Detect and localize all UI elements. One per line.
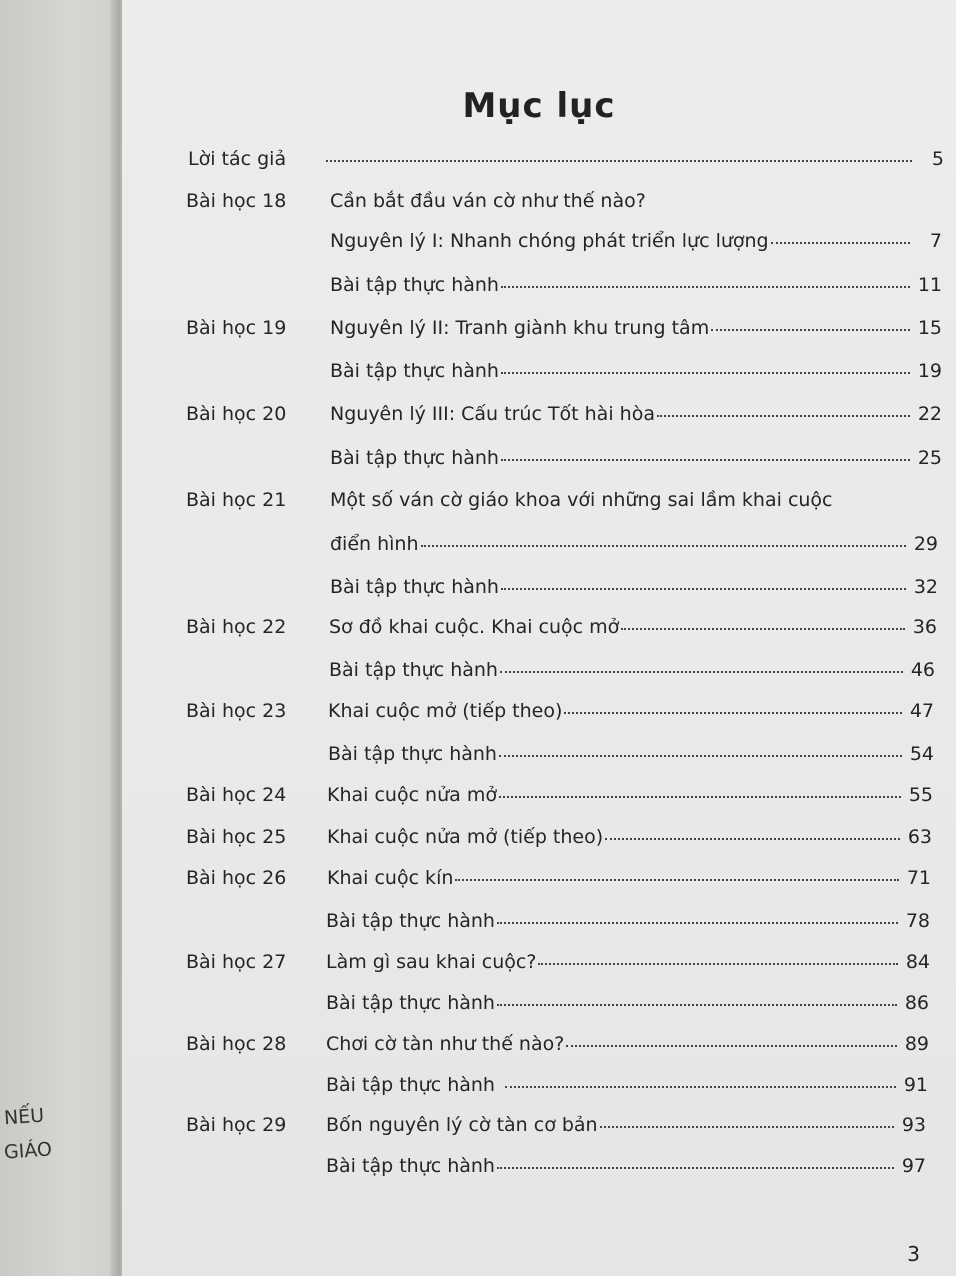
- toc-entry-title: Bài tập thực hành: [330, 274, 499, 296]
- toc-leader-dots: [501, 285, 910, 288]
- toc-row: [122, 910, 956, 940]
- toc-entry[interactable]: [327, 784, 933, 806]
- toc-entry[interactable]: [330, 447, 942, 469]
- toc-entry-title: Khai cuộc nửa mở (tiếp theo): [327, 826, 604, 848]
- toc-row: [122, 403, 956, 433]
- toc-page-number: 91: [903, 1074, 928, 1096]
- toc-page-number: 19: [917, 360, 942, 382]
- toc-lesson-label: Bài học 20: [186, 403, 287, 425]
- toc-leader-dots: [501, 587, 906, 590]
- toc-entry[interactable]: [330, 533, 938, 555]
- toc-entry-title: điển hình: [330, 533, 419, 555]
- toc-row: [122, 700, 956, 730]
- toc-leader-dots: [621, 627, 905, 630]
- toc-entry[interactable]: [328, 743, 934, 765]
- toc-entry-title: Bài tập thực hành: [328, 743, 497, 765]
- toc-entry[interactable]: [330, 317, 942, 339]
- toc-leader-dots: [497, 921, 898, 924]
- toc-page-number: 55: [908, 784, 933, 806]
- toc-entry[interactable]: [329, 616, 937, 638]
- toc-row: [122, 992, 956, 1022]
- toc-entry-title: Chơi cờ tàn như thế nào?: [326, 1033, 565, 1055]
- toc-entry[interactable]: [330, 576, 938, 598]
- toc-lesson-label: Bài học 25: [186, 826, 287, 848]
- toc-page-number: 36: [912, 616, 937, 638]
- toc-page-number: 78: [905, 910, 930, 932]
- toc-leader-dots: [505, 1085, 896, 1088]
- toc-row: [122, 951, 956, 981]
- toc-lesson-label: Bài học 27: [186, 951, 287, 973]
- toc-entry[interactable]: [330, 230, 942, 252]
- toc-page-number: 63: [907, 826, 932, 848]
- toc-page-number: 46: [910, 659, 935, 681]
- toc-entry-title: Khai cuộc kín: [327, 867, 454, 889]
- toc-leader-dots: [421, 544, 906, 547]
- facing-page-text-1: NẾU: [3, 1104, 45, 1130]
- toc-lesson-label: Bài học 24: [186, 784, 287, 806]
- toc-leader-dots: [326, 159, 912, 162]
- toc-row: [122, 447, 956, 477]
- toc-entry-title: Bài tập thực hành: [330, 576, 499, 598]
- toc-row: [122, 274, 956, 304]
- toc-page: [122, 0, 956, 1276]
- toc-entry[interactable]: [327, 826, 932, 848]
- toc-leader-dots: [500, 670, 903, 673]
- toc-entry-title: Khai cuộc nửa mở: [327, 784, 497, 806]
- toc-entry-title: Nguyên lý III: Cấu trúc Tốt hài hòa: [330, 403, 655, 425]
- toc-page-number: 47: [909, 700, 934, 722]
- toc-entry[interactable]: [330, 403, 942, 425]
- toc-page-number: 97: [901, 1155, 926, 1177]
- toc-lesson-label: Bài học 22: [186, 616, 287, 638]
- toc-page-number: 86: [904, 992, 929, 1014]
- toc-entry-title: Bài tập thực hành: [329, 659, 498, 681]
- toc-entry[interactable]: [326, 1033, 929, 1055]
- toc-entry-title: Một số ván cờ giáo khoa với những sai lầm khai cuộc: [330, 489, 833, 511]
- toc-entry[interactable]: [326, 1114, 926, 1136]
- toc-leader-dots: [600, 1125, 894, 1128]
- toc-lesson-label: Bài học 28: [186, 1033, 287, 1055]
- toc-page-number: 5: [931, 148, 944, 170]
- toc-page-number: 71: [906, 867, 931, 889]
- toc-entry[interactable]: [330, 274, 942, 296]
- toc-entry[interactable]: [329, 659, 935, 681]
- page-number: 3: [907, 1242, 920, 1266]
- toc-leader-dots: [497, 1166, 894, 1169]
- toc-row: [122, 489, 956, 519]
- toc-leader-dots: [711, 328, 910, 331]
- toc-leader-dots: [455, 878, 899, 881]
- toc-entry[interactable]: [327, 867, 931, 889]
- toc-entry-title: Lời tác giả: [188, 148, 287, 170]
- toc-entry-title: Bài tập thực hành: [326, 1074, 495, 1096]
- toc-page-number: 25: [917, 447, 942, 469]
- toc-entry-title: Bài tập thực hành: [330, 360, 499, 382]
- toc-row: [122, 867, 956, 897]
- toc-row: [122, 190, 956, 220]
- toc-leader-dots: [657, 414, 910, 417]
- toc-row: [122, 659, 956, 689]
- toc-entry[interactable]: [328, 700, 934, 722]
- toc-page-number: 84: [905, 951, 930, 973]
- toc-page-number: 7: [929, 230, 942, 252]
- toc-entry[interactable]: [326, 992, 929, 1014]
- toc-row: [122, 616, 956, 646]
- toc-lesson-label: Bài học 23: [186, 700, 287, 722]
- toc-leader-dots: [501, 458, 910, 461]
- toc-page-number: 54: [909, 743, 934, 765]
- toc-row: [122, 1114, 956, 1144]
- toc-row: [122, 1155, 956, 1185]
- toc-row: [122, 576, 956, 606]
- toc-row: [122, 1074, 956, 1104]
- toc-entry[interactable]: [326, 910, 930, 932]
- toc-row: [122, 230, 956, 260]
- toc-entry[interactable]: [326, 951, 930, 973]
- toc-leader-dots: [566, 1044, 897, 1047]
- toc-entry-title: Bài tập thực hành: [326, 910, 495, 932]
- toc-page-number: 93: [901, 1114, 926, 1136]
- toc-row: [122, 360, 956, 390]
- toc-page-number: 89: [904, 1033, 929, 1055]
- toc-leader-dots: [771, 241, 910, 244]
- toc-row: [122, 1033, 956, 1063]
- toc-page-number: 22: [917, 403, 942, 425]
- toc-lesson-label: Bài học 21: [186, 489, 287, 511]
- toc-row: [122, 826, 956, 856]
- facing-page-text-2: GIÁO: [3, 1138, 53, 1164]
- toc-leader-dots: [497, 1003, 897, 1006]
- toc-row: [122, 317, 956, 347]
- page-title: Mục lục: [462, 86, 616, 126]
- toc-entry-title: Bài tập thực hành: [326, 1155, 495, 1177]
- toc-entry[interactable]: [330, 190, 942, 212]
- toc-page-number: 32: [913, 576, 938, 598]
- toc-lesson-label: Bài học 26: [186, 867, 287, 889]
- toc-row: [122, 148, 956, 178]
- facing-page: [0, 0, 122, 1276]
- toc-entry-title: Nguyên lý II: Tranh giành khu trung tâm: [330, 317, 710, 339]
- toc-entry[interactable]: [188, 148, 944, 170]
- toc-entry-title: Bài tập thực hành: [330, 447, 499, 469]
- table-of-contents: [122, 0, 956, 1276]
- toc-row: [122, 743, 956, 773]
- toc-row: [122, 533, 956, 563]
- toc-lesson-label: Bài học 29: [186, 1114, 287, 1136]
- toc-row: [122, 784, 956, 814]
- toc-page-number: 29: [913, 533, 938, 555]
- toc-entry[interactable]: [330, 360, 942, 382]
- toc-entry-title: Nguyên lý I: Nhanh chóng phát triển lực lượng: [330, 230, 769, 252]
- toc-entry-title: Sơ đồ khai cuộc. Khai cuộc mở: [329, 616, 620, 638]
- toc-lesson-label: Bài học 19: [186, 317, 287, 339]
- toc-entry-title: Khai cuộc mở (tiếp theo): [328, 700, 563, 722]
- toc-entry-title: Làm gì sau khai cuộc?: [326, 951, 537, 973]
- toc-entry-title: Bài tập thực hành: [326, 992, 495, 1014]
- toc-entry-title: Bốn nguyên lý cờ tàn cơ bản: [326, 1114, 598, 1136]
- toc-page-number: 11: [917, 274, 942, 296]
- toc-leader-dots: [501, 371, 910, 374]
- toc-entry[interactable]: [330, 489, 942, 511]
- toc-leader-dots: [605, 837, 900, 840]
- toc-leader-dots: [564, 711, 902, 714]
- toc-leader-dots: [499, 795, 901, 798]
- toc-entry-title: Cần bắt đầu ván cờ như thế nào?: [330, 190, 646, 212]
- toc-page-number: 15: [917, 317, 942, 339]
- toc-leader-dots: [538, 962, 898, 965]
- toc-entry[interactable]: [326, 1074, 928, 1096]
- toc-entry[interactable]: [326, 1155, 926, 1177]
- toc-lesson-label: Bài học 18: [186, 190, 287, 212]
- toc-leader-dots: [499, 754, 902, 757]
